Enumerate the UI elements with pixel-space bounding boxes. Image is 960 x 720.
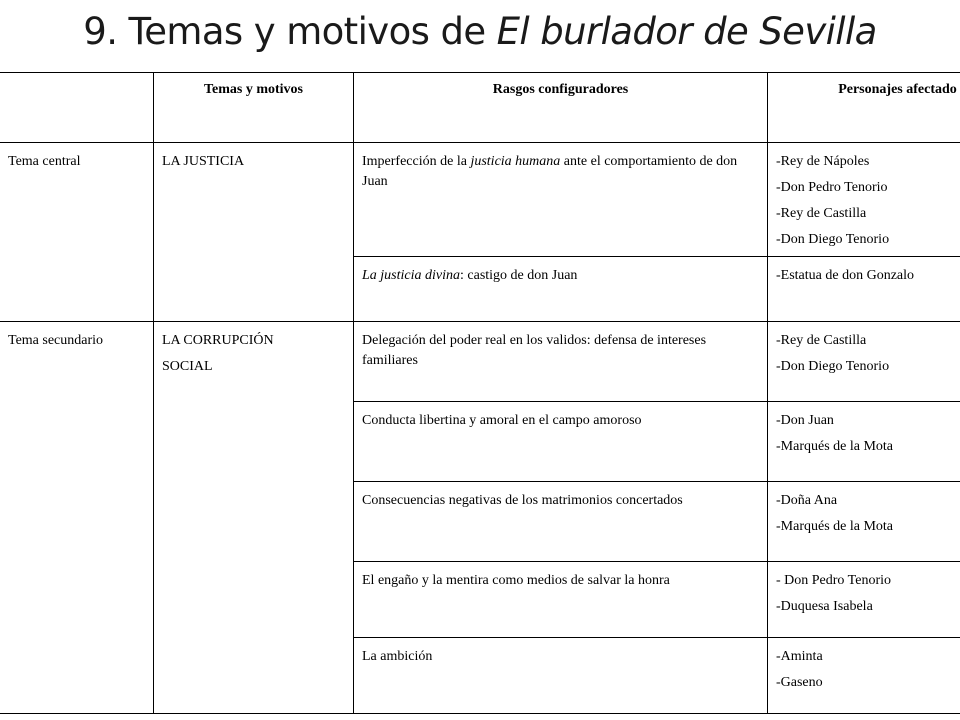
- characters-cell: - Don Pedro Tenorio -Duquesa Isabela: [768, 562, 960, 638]
- theme-motif: LA CORRUPCIÓN SOCIAL: [154, 322, 354, 714]
- trait-cell: Imperfección de la justicia humana ante el comportamiento de don Juan: [354, 143, 768, 257]
- header-temas: Temas y motivos: [154, 73, 354, 143]
- trait-cell: La ambición: [354, 638, 768, 714]
- header-rasgos: Rasgos configuradores: [354, 73, 768, 143]
- trait-cell: Delegación del poder real en los validos: defensa de intereses familiares: [354, 322, 768, 402]
- characters-cell: -Estatua de don Gonzalo: [768, 257, 960, 322]
- trait-cell: La justicia divina: castigo de don Juan: [354, 257, 768, 322]
- theme-label: Tema central: [0, 143, 154, 322]
- theme-motif: LA JUSTICIA: [154, 143, 354, 322]
- slide-title: 9. Temas y motivos de El burlador de Sevilla: [83, 10, 877, 53]
- trait-cell: Conducta libertina y amoral en el campo amoroso: [354, 402, 768, 482]
- table-row: [0, 143, 960, 257]
- table-row: [0, 322, 960, 402]
- header-personajes: Personajes afectado: [768, 73, 960, 143]
- trait-cell: El engaño y la mentira como medios de salvar la honra: [354, 562, 768, 638]
- trait-cell: Consecuencias negativas de los matrimonios concertados: [354, 482, 768, 562]
- header-blank: [0, 73, 154, 143]
- theme-label: Tema secundario: [0, 322, 154, 714]
- characters-cell: -Aminta -Gaseno: [768, 638, 960, 714]
- header-row: [0, 73, 960, 143]
- characters-cell: -Don Juan -Marqués de la Mota: [768, 402, 960, 482]
- characters-cell: -Doña Ana -Marqués de la Mota: [768, 482, 960, 562]
- themes-table: [0, 72, 960, 714]
- characters-cell: -Rey de Nápoles -Don Pedro Tenorio -Rey de Castilla -Don Diego Tenorio: [768, 143, 960, 257]
- characters-cell: -Rey de Castilla -Don Diego Tenorio: [768, 322, 960, 402]
